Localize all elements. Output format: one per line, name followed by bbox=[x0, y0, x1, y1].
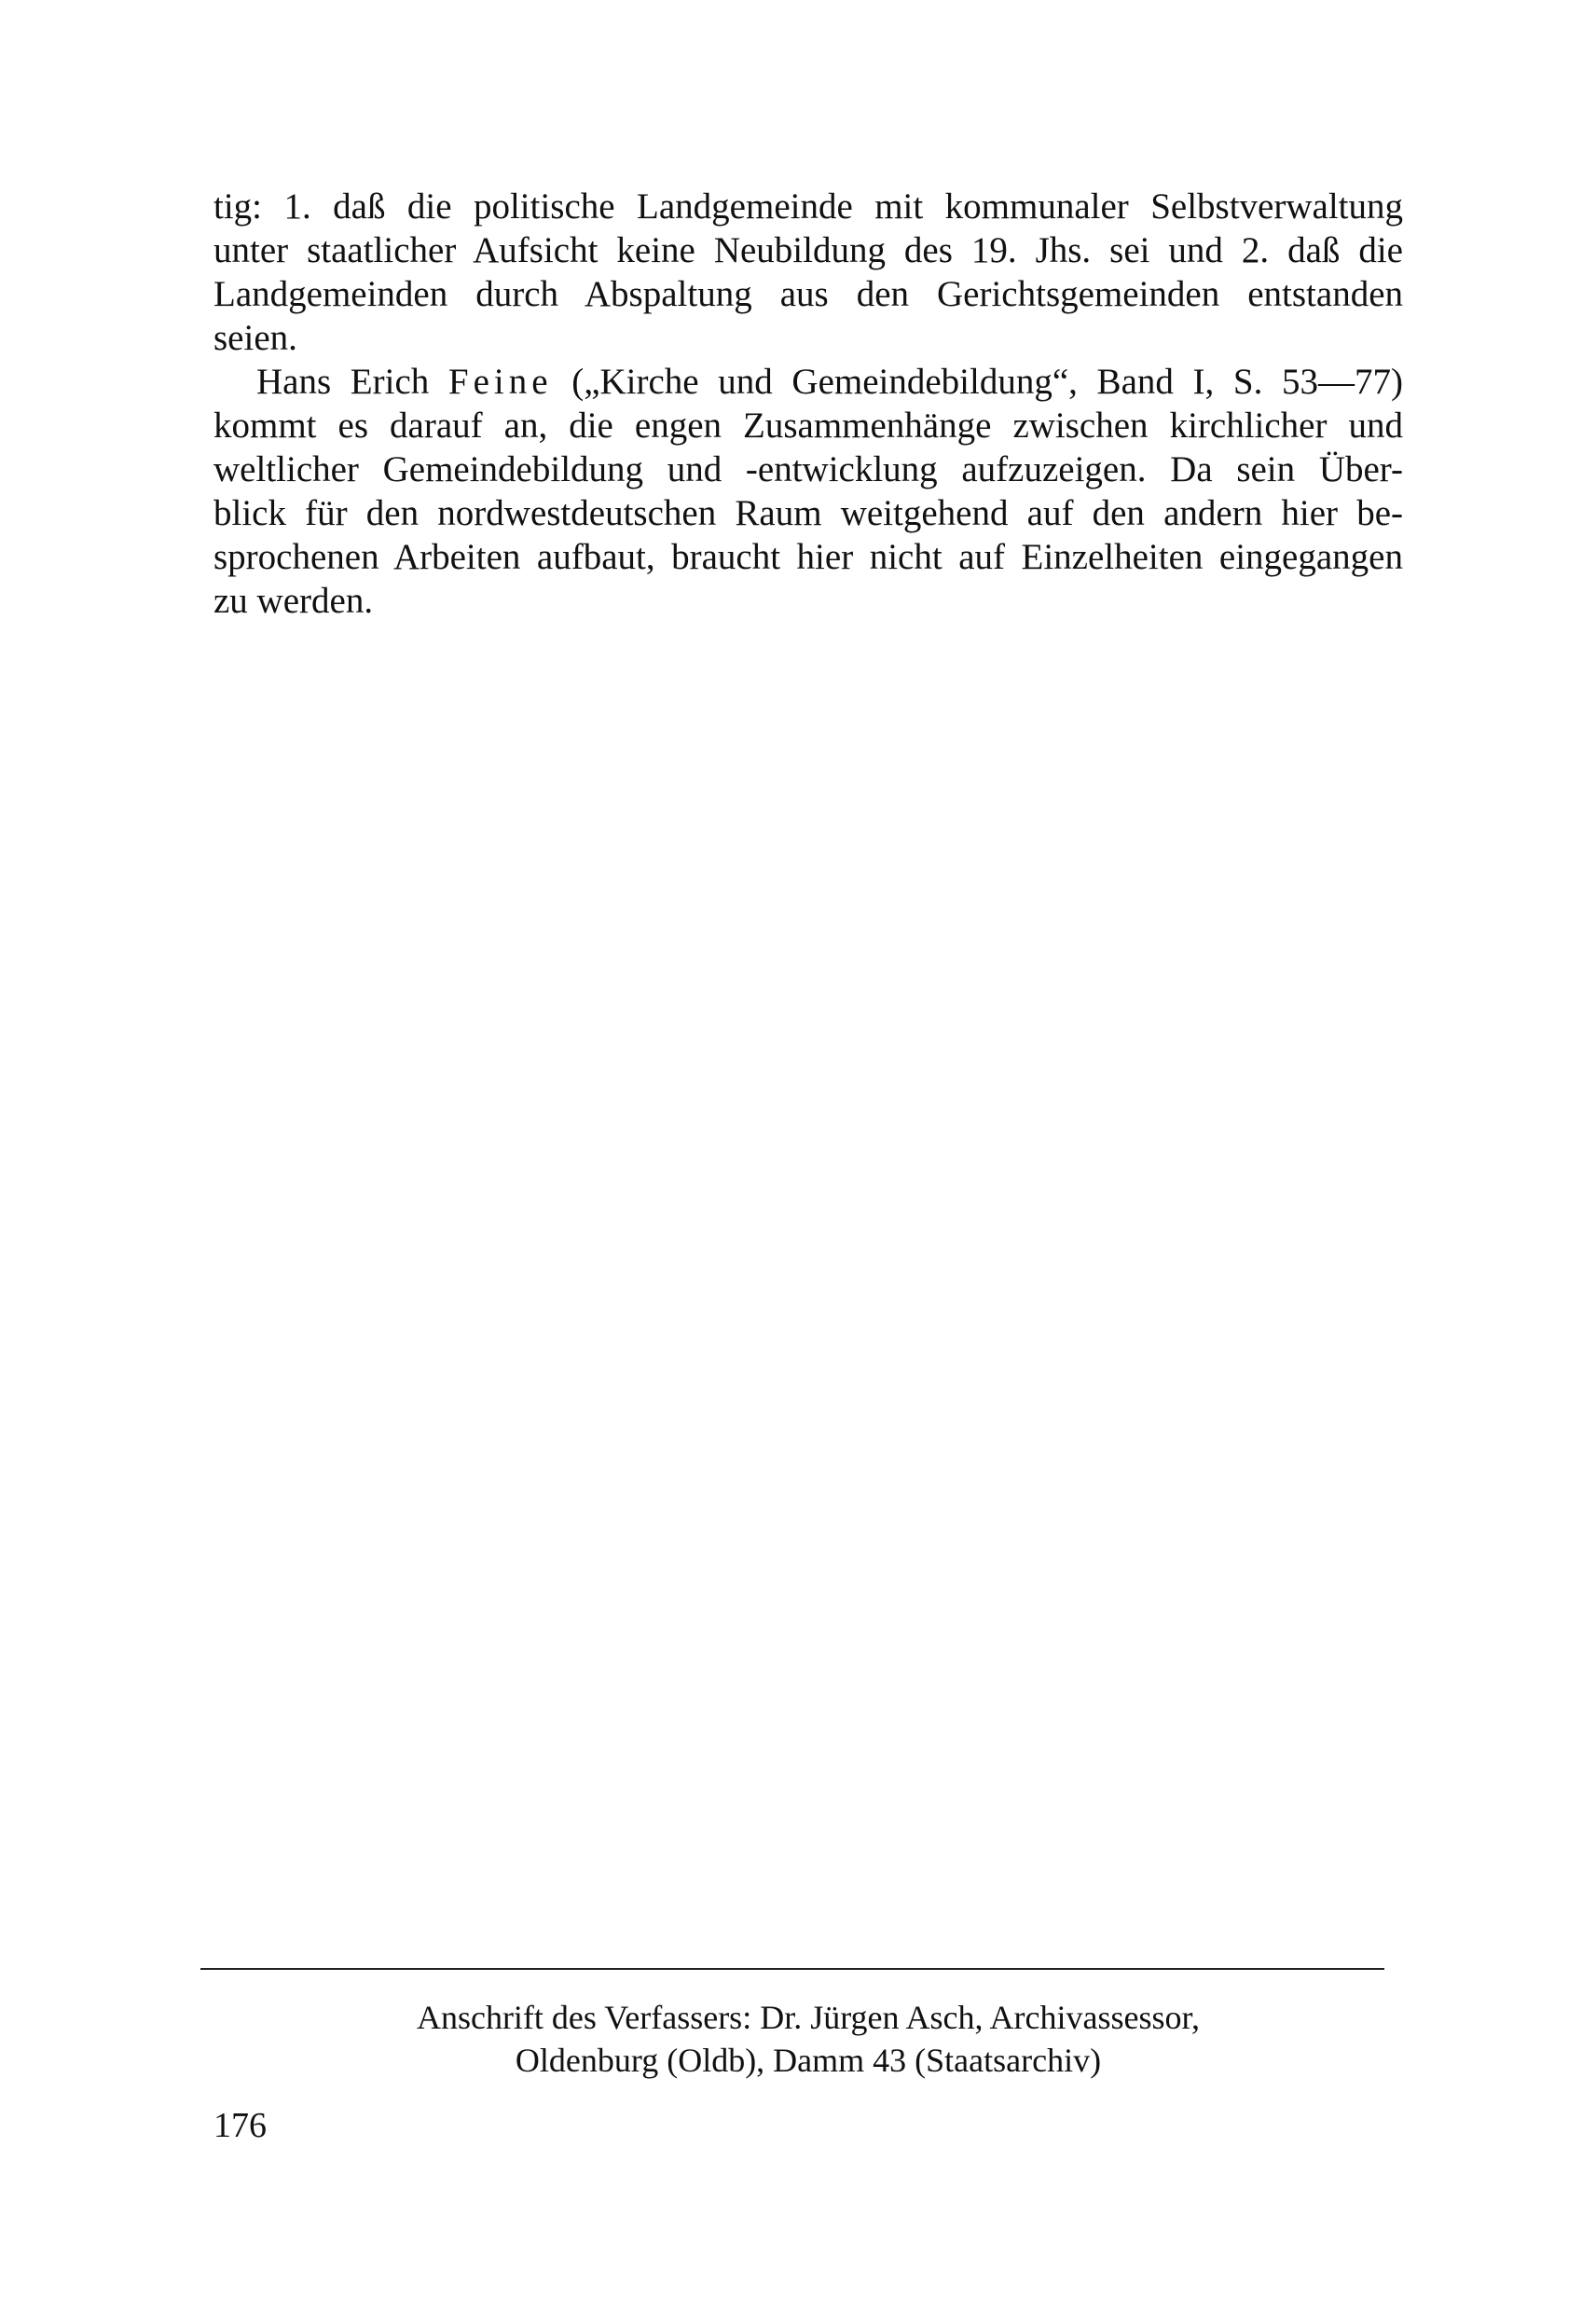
body-line-2: unter staatlicher Aufsicht keine Neubildung des 19. Jhs. sei und 2. daß die bbox=[213, 230, 1403, 270]
paragraph-2-line-6: zu werden. bbox=[213, 581, 374, 621]
author-name-spaced: Feine bbox=[447, 362, 553, 402]
body-line-3: Landgemeinden durch Abspaltung aus den Gerichtsgemeinden entstanden bbox=[213, 274, 1403, 314]
page-number: 176 bbox=[213, 2106, 267, 2145]
body-line-4: seien. bbox=[213, 318, 297, 358]
footnote-divider bbox=[200, 1968, 1384, 1970]
footnote-line-2: Oldenburg (Oldb), Damm 43 (Staatsarchiv) bbox=[515, 2042, 1102, 2079]
paragraph-2-line-1 bbox=[213, 360, 1403, 404]
author-address-footnote bbox=[213, 1996, 1403, 2082]
paragraph-2-line-2: kommt es darauf an, die engen Zusammenhänge zwischen kirchlicher und bbox=[213, 406, 1403, 446]
author-prefix: Hans Erich bbox=[256, 362, 448, 402]
paragraph-2-line-4: blick für den nordwestdeutschen Raum weitgehend auf den andern hier be- bbox=[213, 493, 1403, 533]
footnote-line-1: Anschrift des Verfassers: Dr. Jürgen Asch, Archivassessor, bbox=[416, 1999, 1201, 2036]
paragraph-2-line-3: weltlicher Gemeindebildung und -entwicklung aufzuzeigen. Da sein Über- bbox=[213, 449, 1403, 489]
body-text bbox=[213, 185, 1403, 623]
citation-text: („Kirche und Gemeindebildung“, Band I, S. 53—77) bbox=[552, 362, 1403, 402]
body-line-1: tig: 1. daß die politische Landgemeinde mit kommunaler Selbstverwaltung bbox=[213, 186, 1403, 227]
paragraph-2-line-5: sprochenen Arbeiten aufbaut, braucht hier nicht auf Einzelheiten eingegangen bbox=[213, 537, 1403, 577]
